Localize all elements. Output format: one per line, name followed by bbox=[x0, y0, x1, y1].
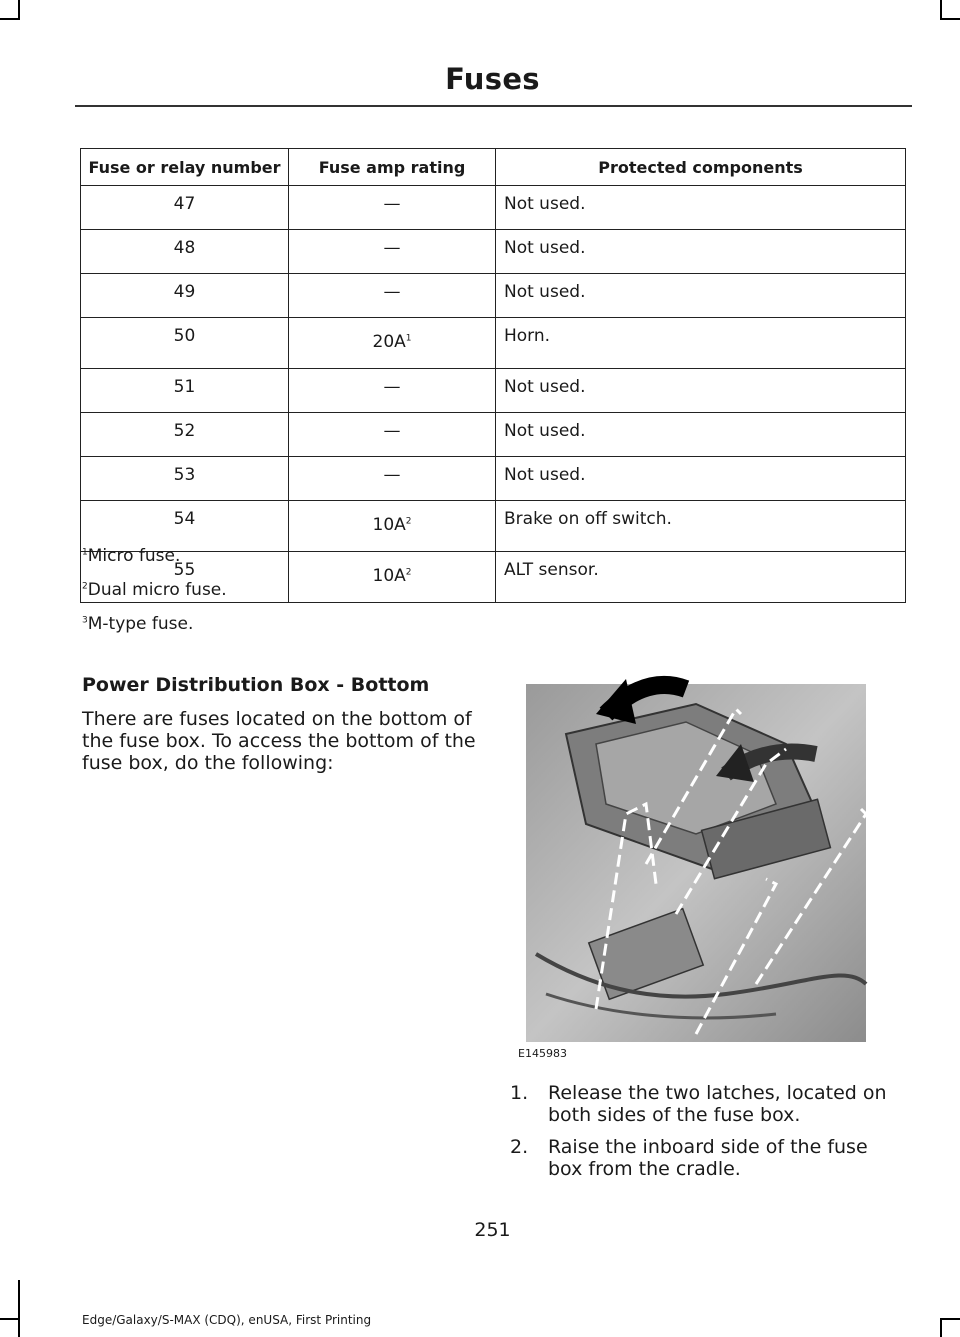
amp-value: — bbox=[383, 465, 401, 485]
header-components: Protected components bbox=[496, 149, 906, 186]
step-number: 1. bbox=[510, 1082, 529, 1104]
component-cell: Horn. bbox=[496, 318, 906, 369]
component-cell: Not used. bbox=[496, 369, 906, 413]
footnote-mark: 3 bbox=[82, 615, 88, 626]
component-cell: Brake on off switch. bbox=[496, 501, 906, 552]
amp-rating-cell bbox=[289, 552, 496, 603]
page-title: Fuses bbox=[445, 62, 540, 96]
footnote bbox=[82, 580, 227, 600]
fuse-number-cell: 47 bbox=[81, 186, 289, 230]
table-row bbox=[81, 274, 906, 318]
footnote-ref: 1 bbox=[405, 333, 412, 344]
amp-rating-cell bbox=[289, 457, 496, 501]
footnote-mark: 1 bbox=[82, 547, 88, 558]
footnote-text: Micro fuse. bbox=[87, 546, 181, 566]
table-row bbox=[81, 501, 906, 552]
crop-mark bbox=[18, 1280, 20, 1337]
fuse-number-cell: 50 bbox=[81, 318, 289, 369]
header-amp-rating: Fuse amp rating bbox=[289, 149, 496, 186]
step-text: Release the two latches, located on both sides of the fuse box. bbox=[548, 1082, 887, 1126]
section-heading: Power Distribution Box - Bottom bbox=[82, 674, 430, 696]
footnote-mark: 2 bbox=[82, 581, 88, 592]
component-cell: ALT sensor. bbox=[496, 552, 906, 603]
list-item bbox=[510, 1136, 905, 1180]
figure-id: E145983 bbox=[518, 1047, 567, 1060]
table-row bbox=[81, 186, 906, 230]
component-cell: Not used. bbox=[496, 274, 906, 318]
fuse-number-cell: 52 bbox=[81, 413, 289, 457]
fuse-number-cell: 51 bbox=[81, 369, 289, 413]
instruction-steps bbox=[510, 1082, 905, 1190]
fuse-number-cell: 49 bbox=[81, 274, 289, 318]
amp-rating-cell bbox=[289, 369, 496, 413]
crop-mark bbox=[940, 1318, 942, 1337]
crop-mark bbox=[940, 0, 942, 20]
header-fuse-number: Fuse or relay number bbox=[81, 149, 289, 186]
table-header-row bbox=[81, 149, 906, 186]
title-divider bbox=[75, 105, 912, 107]
fuse-number-cell: 48 bbox=[81, 230, 289, 274]
table-row bbox=[81, 230, 906, 274]
amp-value: 10A bbox=[372, 566, 406, 586]
fuse-box-illustration bbox=[526, 664, 886, 1044]
fuse-number-cell: 55 bbox=[81, 552, 289, 603]
component-cell: Not used. bbox=[496, 186, 906, 230]
amp-value: — bbox=[383, 238, 401, 258]
amp-value: — bbox=[383, 421, 401, 441]
amp-value: — bbox=[383, 282, 401, 302]
amp-rating-cell bbox=[289, 230, 496, 274]
component-cell: Not used. bbox=[496, 413, 906, 457]
component-cell: Not used. bbox=[496, 457, 906, 501]
crop-mark bbox=[18, 0, 20, 20]
table-row bbox=[81, 457, 906, 501]
footnote bbox=[82, 546, 180, 566]
footnote-text: Dual micro fuse. bbox=[87, 580, 227, 600]
table-row bbox=[81, 369, 906, 413]
amp-rating-cell bbox=[289, 501, 496, 552]
table-row bbox=[81, 318, 906, 369]
crop-mark bbox=[940, 1318, 960, 1320]
crop-mark bbox=[0, 1318, 20, 1320]
crop-mark bbox=[940, 18, 960, 20]
step-text: Raise the inboard side of the fuse box from the cradle. bbox=[548, 1136, 868, 1180]
amp-value: — bbox=[383, 377, 401, 397]
fuse-box-drawing bbox=[526, 664, 886, 1044]
step-number: 2. bbox=[510, 1136, 529, 1158]
page-footer: Edge/Galaxy/S-MAX (CDQ), enUSA, First Printing bbox=[82, 1313, 372, 1327]
amp-rating-cell bbox=[289, 274, 496, 318]
footnote-ref: 2 bbox=[405, 516, 412, 527]
section-body: There are fuses located on the bottom of the fuse box. To access the bottom of the fuse box, do the following: bbox=[82, 708, 476, 774]
component-cell: Not used. bbox=[496, 230, 906, 274]
table-row bbox=[81, 413, 906, 457]
fuse-number-cell: 53 bbox=[81, 457, 289, 501]
amp-rating-cell bbox=[289, 186, 496, 230]
list-item bbox=[510, 1082, 905, 1126]
crop-mark bbox=[0, 18, 20, 20]
amp-rating-cell bbox=[289, 318, 496, 369]
page-number: 251 bbox=[474, 1219, 511, 1241]
fuse-table bbox=[80, 148, 906, 603]
footnote-text: M-type fuse. bbox=[87, 614, 194, 634]
footnote bbox=[82, 614, 193, 634]
amp-value: 10A bbox=[372, 515, 406, 535]
footnote-ref: 2 bbox=[405, 567, 412, 578]
amp-value: 20A bbox=[372, 332, 406, 352]
fuse-number-cell: 54 bbox=[81, 501, 289, 552]
amp-value: — bbox=[383, 194, 401, 214]
amp-rating-cell bbox=[289, 413, 496, 457]
